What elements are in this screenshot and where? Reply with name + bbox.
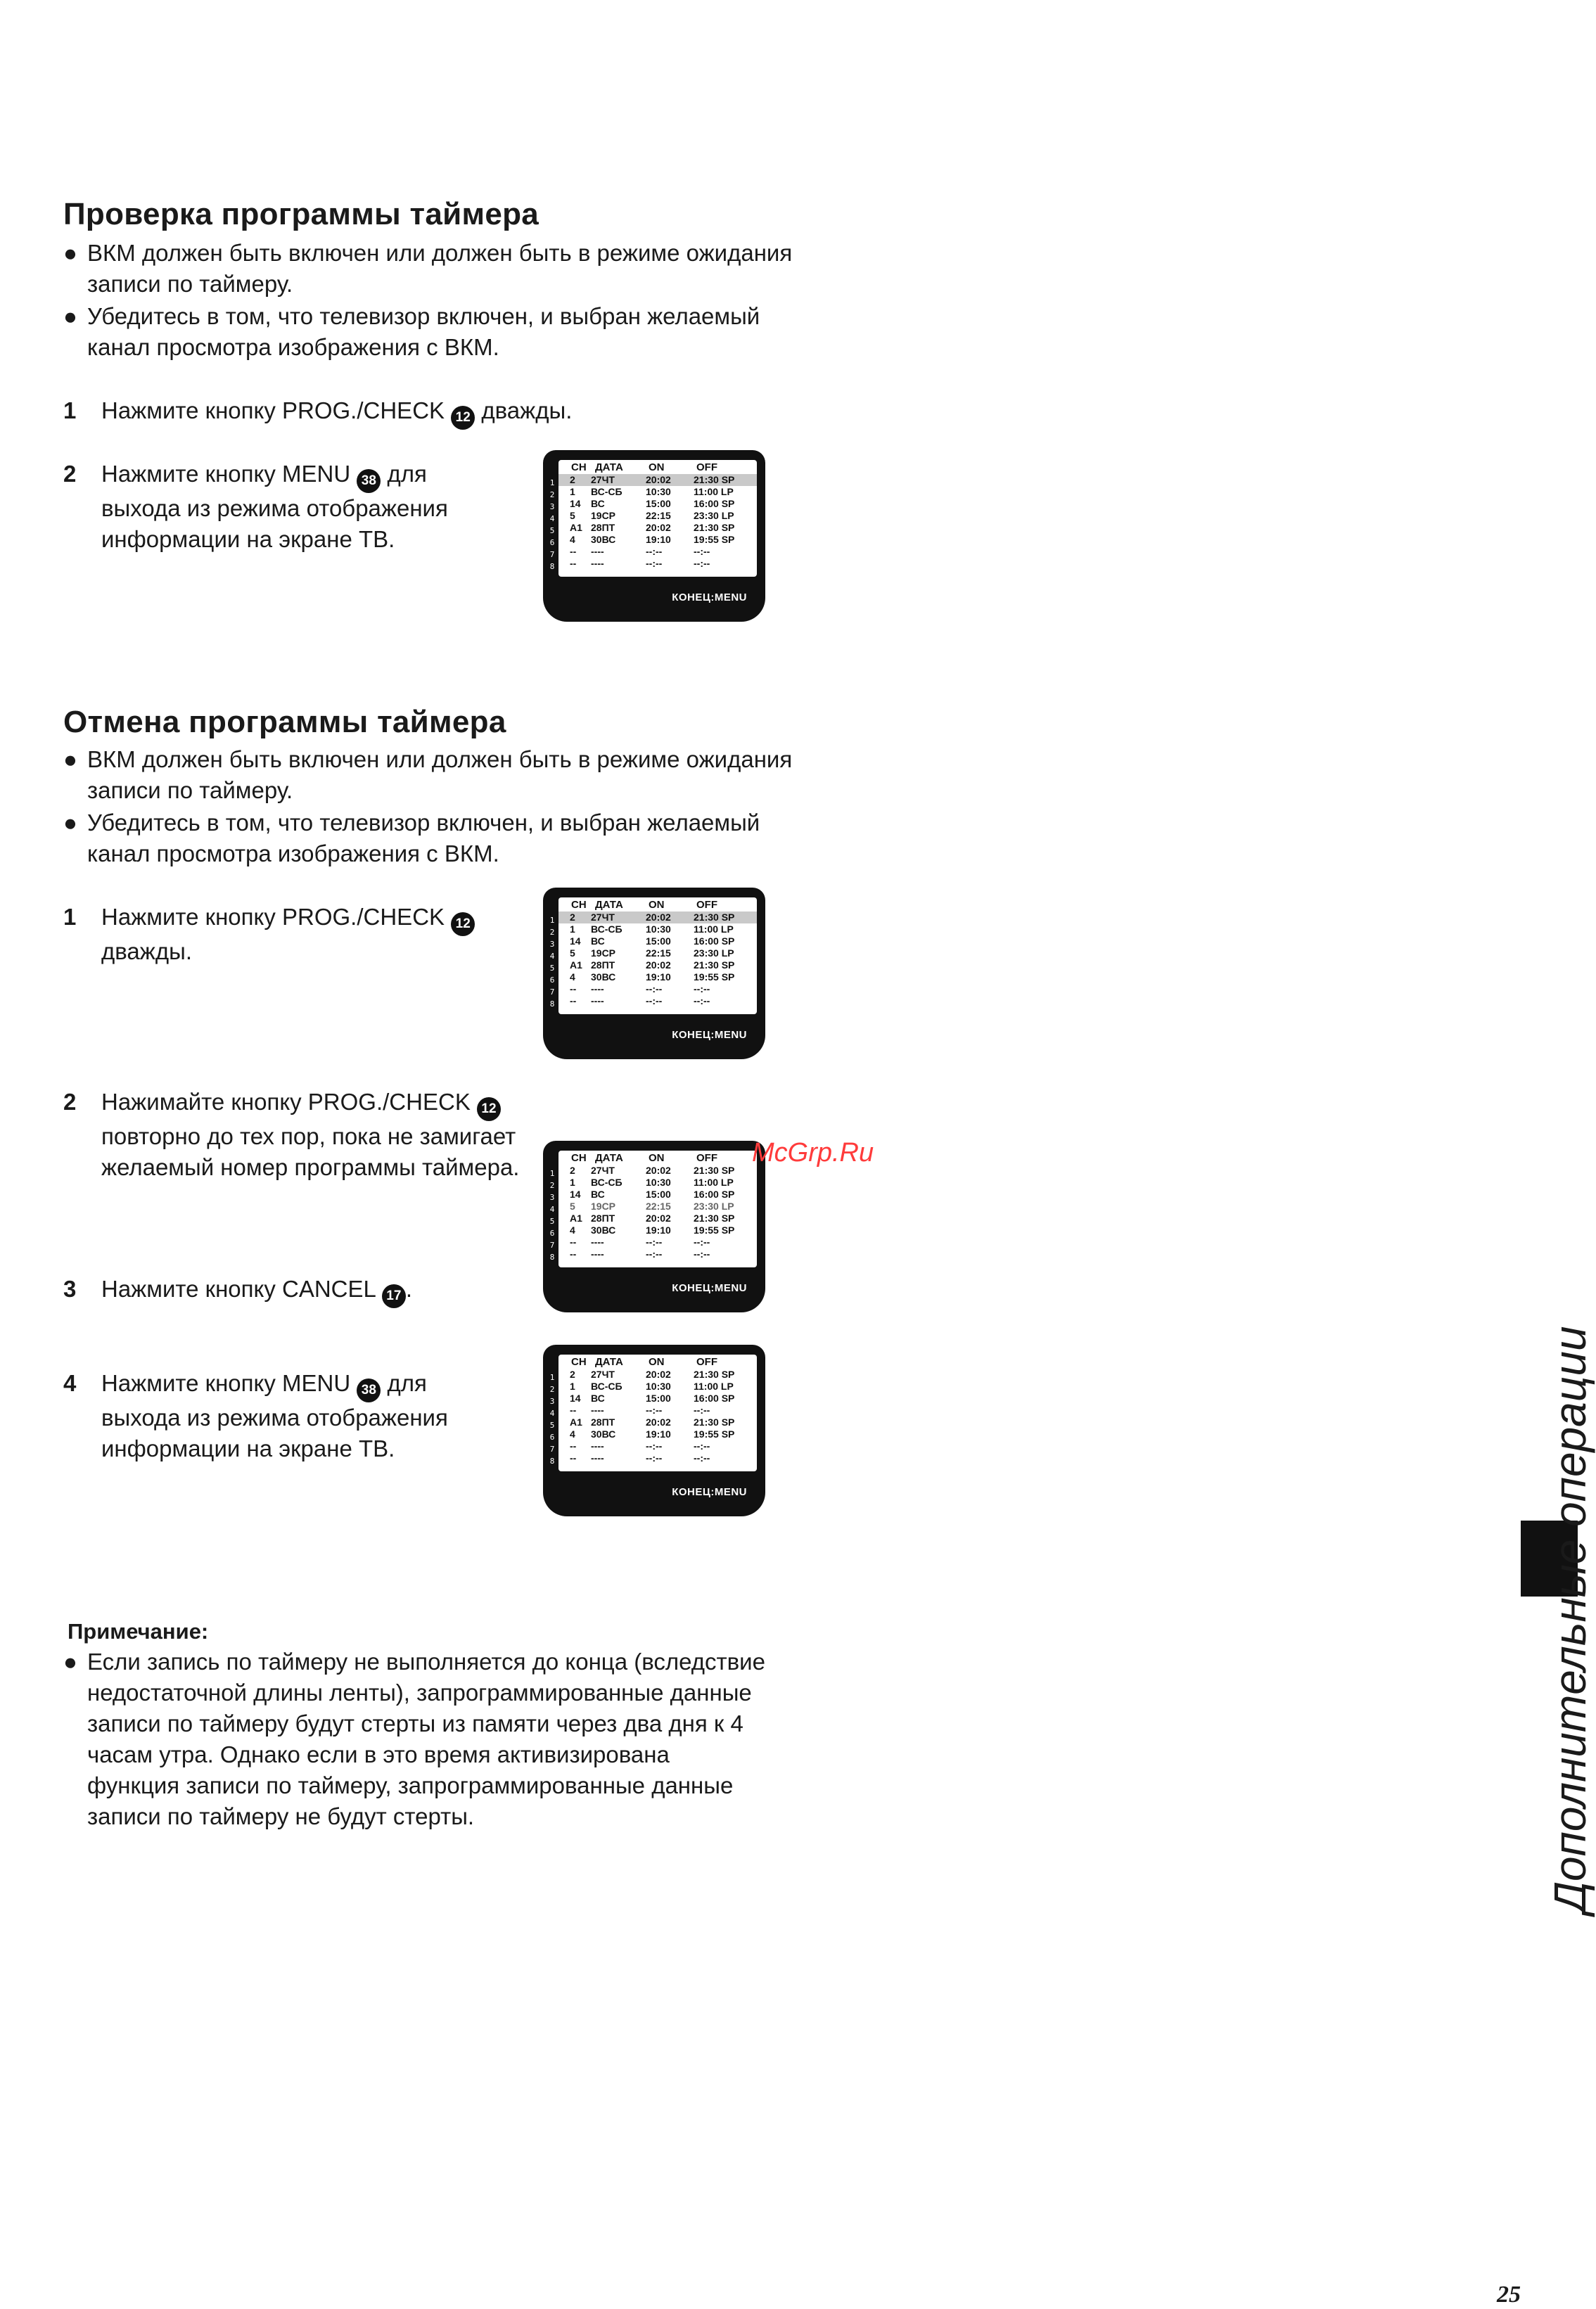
tv-table-row [558,1189,757,1201]
bullet-text: ВКМ должен быть включен или должен быть в режиме ожидания записи по таймеру. [87,240,793,297]
tv-table-cell: ---- [591,558,604,569]
tv-table-cell: -- [570,1440,577,1452]
tv-table-cell: 19СР [591,510,616,521]
tv-table-row [558,947,757,959]
tv-table-cell: -- [570,1236,577,1248]
tv-table-cell: 27ЧТ [591,474,615,485]
step-1 [63,902,549,967]
program-number: 7 [549,1241,555,1250]
tv-table-cell: 4 [570,1428,575,1440]
tv-table-cell: ВС-СБ [591,1177,623,1188]
tv-table-cell: 19:55 SP [694,1428,735,1440]
step-number: 1 [63,904,77,930]
tv-table-cell: --:-- [646,1452,663,1464]
tv-column-header: CH [571,1152,587,1164]
tv-table-cell: 21:30 SP [694,1416,735,1428]
page-number: 25 [1497,2282,1521,2308]
tv-table-cell: --:-- [646,983,663,994]
tv-table-cell: 5 [570,510,575,521]
tv-table-cell: ---- [591,1236,604,1248]
bullet-icon: ● [63,240,77,266]
tv-screen-timer-list [543,1345,765,1516]
side-section-label: Дополнительные операции [1545,1326,1595,1913]
tv-table-cell: ---- [591,1405,604,1416]
tv-table-cell: 21:30 SP [694,1369,735,1380]
step-2 [63,459,457,555]
tv-column-header: CH [571,461,587,473]
program-number-column [547,1168,557,1263]
tv-table-row [558,1213,757,1224]
bullet-text: Убедитесь в том, что телевизор включен, и выбран желаемый канал просмотра изображения с ВКМ. [87,810,760,866]
tv-table-cell: 5 [570,1201,575,1212]
button-number-icon: 12 [477,1097,501,1121]
tv-table-cell: 21:30 SP [694,959,735,971]
tv-table-cell: 10:30 [646,486,671,497]
tv-table-cell: 19:10 [646,1428,671,1440]
step-2 [63,1087,584,1183]
tv-table-cell: 16:00 SP [694,1189,735,1200]
program-number: 1 [549,1169,555,1178]
tv-table-row [558,486,757,498]
bullet-icon: ● [63,746,77,772]
program-number: 7 [549,1445,555,1454]
tv-table-row [558,995,757,1007]
program-number: 8 [549,999,555,1009]
tv-table-cell: --:-- [694,558,710,569]
tv-table-cell: -- [570,1405,577,1416]
tv-end-label: КОНЕЦ:MENU [672,1282,747,1294]
tv-table-cell: 1 [570,923,575,935]
tv-table-row [558,510,757,522]
tv-table-cell: 1 [570,1381,575,1392]
tv-table-cell: 14 [570,935,581,947]
tv-table-cell: 19:55 SP [694,1224,735,1236]
tv-table-row [558,1369,757,1381]
tv-table-cell: 28ПТ [591,522,615,533]
tv-table-row [558,1428,757,1440]
tv-table-cell: ВС [591,1393,605,1404]
program-number: 2 [549,490,555,499]
tv-screen-timer-list [543,888,765,1059]
tv-table-row [558,959,757,971]
tv-table-row [558,1405,757,1416]
tv-table-cell: 16:00 SP [694,498,735,509]
tv-column-header: CH [571,899,587,911]
tv-table-cell: ВС [591,1189,605,1200]
tv-table-cell: ВС-СБ [591,1381,623,1392]
tv-table-row [558,498,757,510]
program-number: 1 [549,478,555,487]
tv-table-cell: 4 [570,534,575,545]
tv-table-cell: 19:55 SP [694,971,735,983]
tv-table-cell: 28ПТ [591,1213,615,1224]
tv-table-cell: 22:15 [646,1201,671,1212]
tv-table-cell: ---- [591,1440,604,1452]
tv-table-cell: 19СР [591,1201,616,1212]
tv-column-header: OFF [696,461,717,473]
tv-table-cell: 30ВС [591,1224,616,1236]
tv-table-cell: --:-- [694,995,710,1006]
tv-table-cell: --:-- [694,1236,710,1248]
tv-table-cell: ---- [591,995,604,1006]
tv-table-header [558,1151,757,1165]
tv-table-cell: 21:30 SP [694,1213,735,1224]
step-text-after: для выхода из режима отображения информации на экране ТВ. [101,461,448,552]
step-text: Нажмите кнопку PROG./CHECK [101,904,445,930]
tv-table-row [558,912,757,923]
tv-table-row [558,923,757,935]
program-number: 8 [549,1457,555,1466]
program-number: 5 [549,1421,555,1430]
step-number: 3 [63,1276,77,1302]
tv-table-cell: 20:02 [646,1369,671,1380]
tv-table-body [558,1165,757,1260]
tv-table-cell: 14 [570,1189,581,1200]
step-text-after: повторно до тех пор, пока не замигает желаемый номер программы таймера. [101,1123,520,1180]
tv-table-cell: 30ВС [591,534,616,545]
step-text: Нажмите кнопку MENU [101,1370,351,1396]
tv-column-header: ДАТА [595,899,623,911]
tv-table-cell: 14 [570,498,581,509]
tv-column-header: CH [571,1356,587,1368]
step-number: 1 [63,397,77,423]
bullet-text: ВКМ должен быть включен или должен быть в режиме ожидания записи по таймеру. [87,746,793,803]
tv-column-header: OFF [696,1152,717,1164]
program-number: 4 [549,952,555,961]
program-number: 6 [549,1229,555,1238]
tv-table-cell: -- [570,1248,577,1260]
tv-column-header: ON [649,1152,665,1164]
tv-table-row [558,1177,757,1189]
tv-table-cell: 20:02 [646,474,671,485]
tv-table-cell: 16:00 SP [694,1393,735,1404]
tv-table-cell: 21:30 SP [694,474,735,485]
program-number: 4 [549,1409,555,1418]
tv-table-cell: --:-- [694,546,710,557]
section-title-cancel: Отмена программы таймера [63,705,506,739]
tv-column-header: ДАТА [595,1356,623,1368]
tv-table-cell: 19:10 [646,971,671,983]
watermark: McGrp.Ru [752,1138,874,1168]
tv-table-cell: ВС-СБ [591,486,623,497]
button-number-icon: 12 [451,406,475,430]
tv-table-cell: -- [570,558,577,569]
step-text: Нажимайте кнопку PROG./CHECK [101,1089,471,1115]
tv-table-cell: 20:02 [646,522,671,533]
tv-table-cell: 21:30 SP [694,912,735,923]
tv-table-row [558,1201,757,1213]
program-number-column [547,477,557,573]
tv-table-cell: 10:30 [646,1177,671,1188]
tv-table-cell: 20:02 [646,1213,671,1224]
section-title-check: Проверка программы таймера [63,197,540,231]
tv-table-cell: --:-- [646,1405,663,1416]
bullet-item [63,807,767,869]
step-text: Нажмите кнопку MENU [101,461,351,487]
program-number: 4 [549,1205,555,1214]
note-item [63,1646,767,1832]
program-number: 3 [549,1193,555,1202]
tv-table-cell: 11:00 LP [694,1381,734,1392]
bullet-item [63,238,809,300]
program-number: 5 [549,1217,555,1226]
tv-table-cell: 11:00 LP [694,486,734,497]
program-number: 5 [549,964,555,973]
tv-table-cell: A1 [570,959,582,971]
tv-table-cell: -- [570,1452,577,1464]
tv-table-header [558,897,757,912]
step-text-after: дважды. [475,397,573,423]
program-number: 6 [549,976,555,985]
tv-table-cell: --:-- [646,1440,663,1452]
tv-table-row [558,983,757,995]
tv-table-cell: --:-- [694,1440,710,1452]
tv-table-cell: --:-- [694,1452,710,1464]
button-number-icon: 12 [451,912,475,936]
tv-table-cell: 21:30 SP [694,1165,735,1176]
tv-table-cell: ---- [591,983,604,994]
tv-table-row [558,1236,757,1248]
bullet-icon: ● [63,1649,77,1675]
program-number: 2 [549,1385,555,1394]
program-number: 3 [549,1397,555,1406]
tv-table-row [558,1440,757,1452]
tv-table-cell: ---- [591,546,604,557]
bullet-text: Убедитесь в том, что телевизор включен, и выбран желаемый канал просмотра изображения с ВКМ. [87,303,760,360]
tv-table-row [558,534,757,546]
tv-table-cell: ---- [591,1452,604,1464]
tv-table-cell: 21:30 SP [694,522,735,533]
tv-table-body [558,912,757,1007]
tv-column-header: OFF [696,899,717,911]
program-number: 7 [549,987,555,997]
tv-table-row [558,474,757,486]
tv-table-header [558,460,757,474]
step-number: 2 [63,461,77,487]
tv-table-row [558,971,757,983]
tv-table-row [558,1381,757,1393]
tv-table-cell: 20:02 [646,1165,671,1176]
tv-table-cell: 2 [570,1369,575,1380]
tv-table-cell: 23:30 LP [694,1201,734,1212]
button-number-icon: 38 [357,469,381,493]
step-number: 2 [63,1089,77,1115]
bullet-item [63,301,767,363]
tv-table-cell: --:-- [646,1248,663,1260]
program-number: 6 [549,1433,555,1442]
tv-table-cell: 23:30 LP [694,510,734,521]
tv-table-cell: 19СР [591,947,616,959]
note-title: Примечание: [68,1619,209,1644]
tv-table-cell: 11:00 LP [694,1177,734,1188]
program-number: 1 [549,1373,555,1382]
step-text: Нажмите кнопку PROG./CHECK [101,397,445,423]
tv-table-cell: 2 [570,912,575,923]
tv-end-label: КОНЕЦ:MENU [672,591,747,603]
tv-column-header: ON [649,1356,665,1368]
tv-table-cell: 5 [570,947,575,959]
tv-table-cell: --:-- [646,558,663,569]
step-text-after: для выхода из режима отображения информации на экране ТВ. [101,1370,448,1461]
tv-table-cell: 30ВС [591,971,616,983]
tv-table-row [558,1452,757,1464]
bullet-icon: ● [63,303,77,329]
tv-table-cell: 2 [570,1165,575,1176]
tv-table-cell: 15:00 [646,498,671,509]
tv-table-cell: 15:00 [646,1393,671,1404]
bullet-icon: ● [63,810,77,836]
tv-table-cell: A1 [570,1416,582,1428]
tv-table-cell: -- [570,546,577,557]
tv-table-cell: 11:00 LP [694,923,734,935]
tv-table-cell: 27ЧТ [591,912,615,923]
tv-table-cell: 19:10 [646,1224,671,1236]
note-text: Если запись по таймеру не выполняется до конца (вследствие недостаточной длины ленты), запрограммированные данные записи по таймеру будут стерты из памяти через два дня к 4 часам утра. Однако если в это время активизирована функция записи по таймеру, запрограммированные данные записи по таймеру не будут стерты. [87,1649,765,1829]
tv-table-cell: 1 [570,486,575,497]
tv-table-cell: ВС [591,498,605,509]
tv-table-cell: -- [570,995,577,1006]
tv-table-cell: --:-- [646,546,663,557]
program-number: 2 [549,1181,555,1190]
tv-table-cell: --:-- [694,1405,710,1416]
tv-table-cell: 10:30 [646,923,671,935]
step-text-after: . [405,1276,412,1302]
step-text-after: дважды. [101,938,192,964]
tv-table-cell: 2 [570,474,575,485]
tv-table-cell: ВС [591,935,605,947]
program-number: 8 [549,562,555,571]
tv-table-cell: 28ПТ [591,1416,615,1428]
tv-table-cell: 19:55 SP [694,534,735,545]
tv-table-row [558,935,757,947]
step-number: 4 [63,1370,77,1396]
tv-end-label: КОНЕЦ:MENU [672,1486,747,1498]
tv-table-cell: 4 [570,1224,575,1236]
tv-table-cell: --:-- [646,995,663,1006]
tv-table-cell: 15:00 [646,1189,671,1200]
tv-table-row [558,1393,757,1405]
tv-table-header [558,1355,757,1369]
tv-table-cell: 19:10 [646,534,671,545]
tv-table-row [558,558,757,570]
tv-table-cell: 4 [570,971,575,983]
tv-table-cell: 1 [570,1177,575,1188]
tv-table-row [558,522,757,534]
tv-table-cell: 20:02 [646,959,671,971]
step-4 [63,1368,457,1464]
program-number: 2 [549,928,555,937]
program-number: 5 [549,526,555,535]
tv-table-body [558,1369,757,1464]
tv-column-header: OFF [696,1356,717,1368]
program-number: 3 [549,940,555,949]
tv-table-cell: -- [570,983,577,994]
program-number: 8 [549,1253,555,1262]
tv-table-cell: A1 [570,1213,582,1224]
tv-table-cell: A1 [570,522,582,533]
program-number-column [547,914,557,1010]
step-1 [63,395,696,430]
tv-table-row [558,1416,757,1428]
tv-table-cell: 20:02 [646,912,671,923]
bullet-item [63,744,809,806]
tv-table-cell: --:-- [694,983,710,994]
tv-table-cell: --:-- [646,1236,663,1248]
program-number: 4 [549,514,555,523]
tv-table-cell: 16:00 SP [694,935,735,947]
tv-table-cell: 30ВС [591,1428,616,1440]
tv-column-header: ДАТА [595,461,623,473]
program-number: 6 [549,538,555,547]
tv-table-cell: 28ПТ [591,959,615,971]
tv-table-row [558,1165,757,1177]
tv-screen-timer-list [543,1141,765,1312]
tv-table-cell: ---- [591,1248,604,1260]
tv-table-cell: 22:15 [646,947,671,959]
tv-table-cell: 27ЧТ [591,1165,615,1176]
tv-table-cell: 22:15 [646,510,671,521]
tv-table-cell: 14 [570,1393,581,1404]
tv-table-cell: 15:00 [646,935,671,947]
tv-column-header: ON [649,899,665,911]
step-3 [63,1274,556,1308]
tv-column-header: ON [649,461,665,473]
tv-table-body [558,474,757,570]
tv-table-cell: 27ЧТ [591,1369,615,1380]
program-number: 7 [549,550,555,559]
program-number-column [547,1371,557,1467]
tv-table-row [558,1248,757,1260]
program-number: 3 [549,502,555,511]
tv-table-row [558,1224,757,1236]
tv-table-cell: 23:30 LP [694,947,734,959]
tv-table-cell: --:-- [694,1248,710,1260]
tv-table-cell: 10:30 [646,1381,671,1392]
step-text: Нажмите кнопку CANCEL [101,1276,376,1302]
program-number: 1 [549,916,555,925]
button-number-icon: 38 [357,1379,381,1402]
tv-end-label: КОНЕЦ:MENU [672,1029,747,1041]
button-number-icon: 17 [382,1284,406,1308]
tv-table-cell: 20:02 [646,1416,671,1428]
tv-column-header: ДАТА [595,1152,623,1164]
tv-screen-timer-list [543,450,765,622]
tv-table-row [558,546,757,558]
tv-table-cell: ВС-СБ [591,923,623,935]
